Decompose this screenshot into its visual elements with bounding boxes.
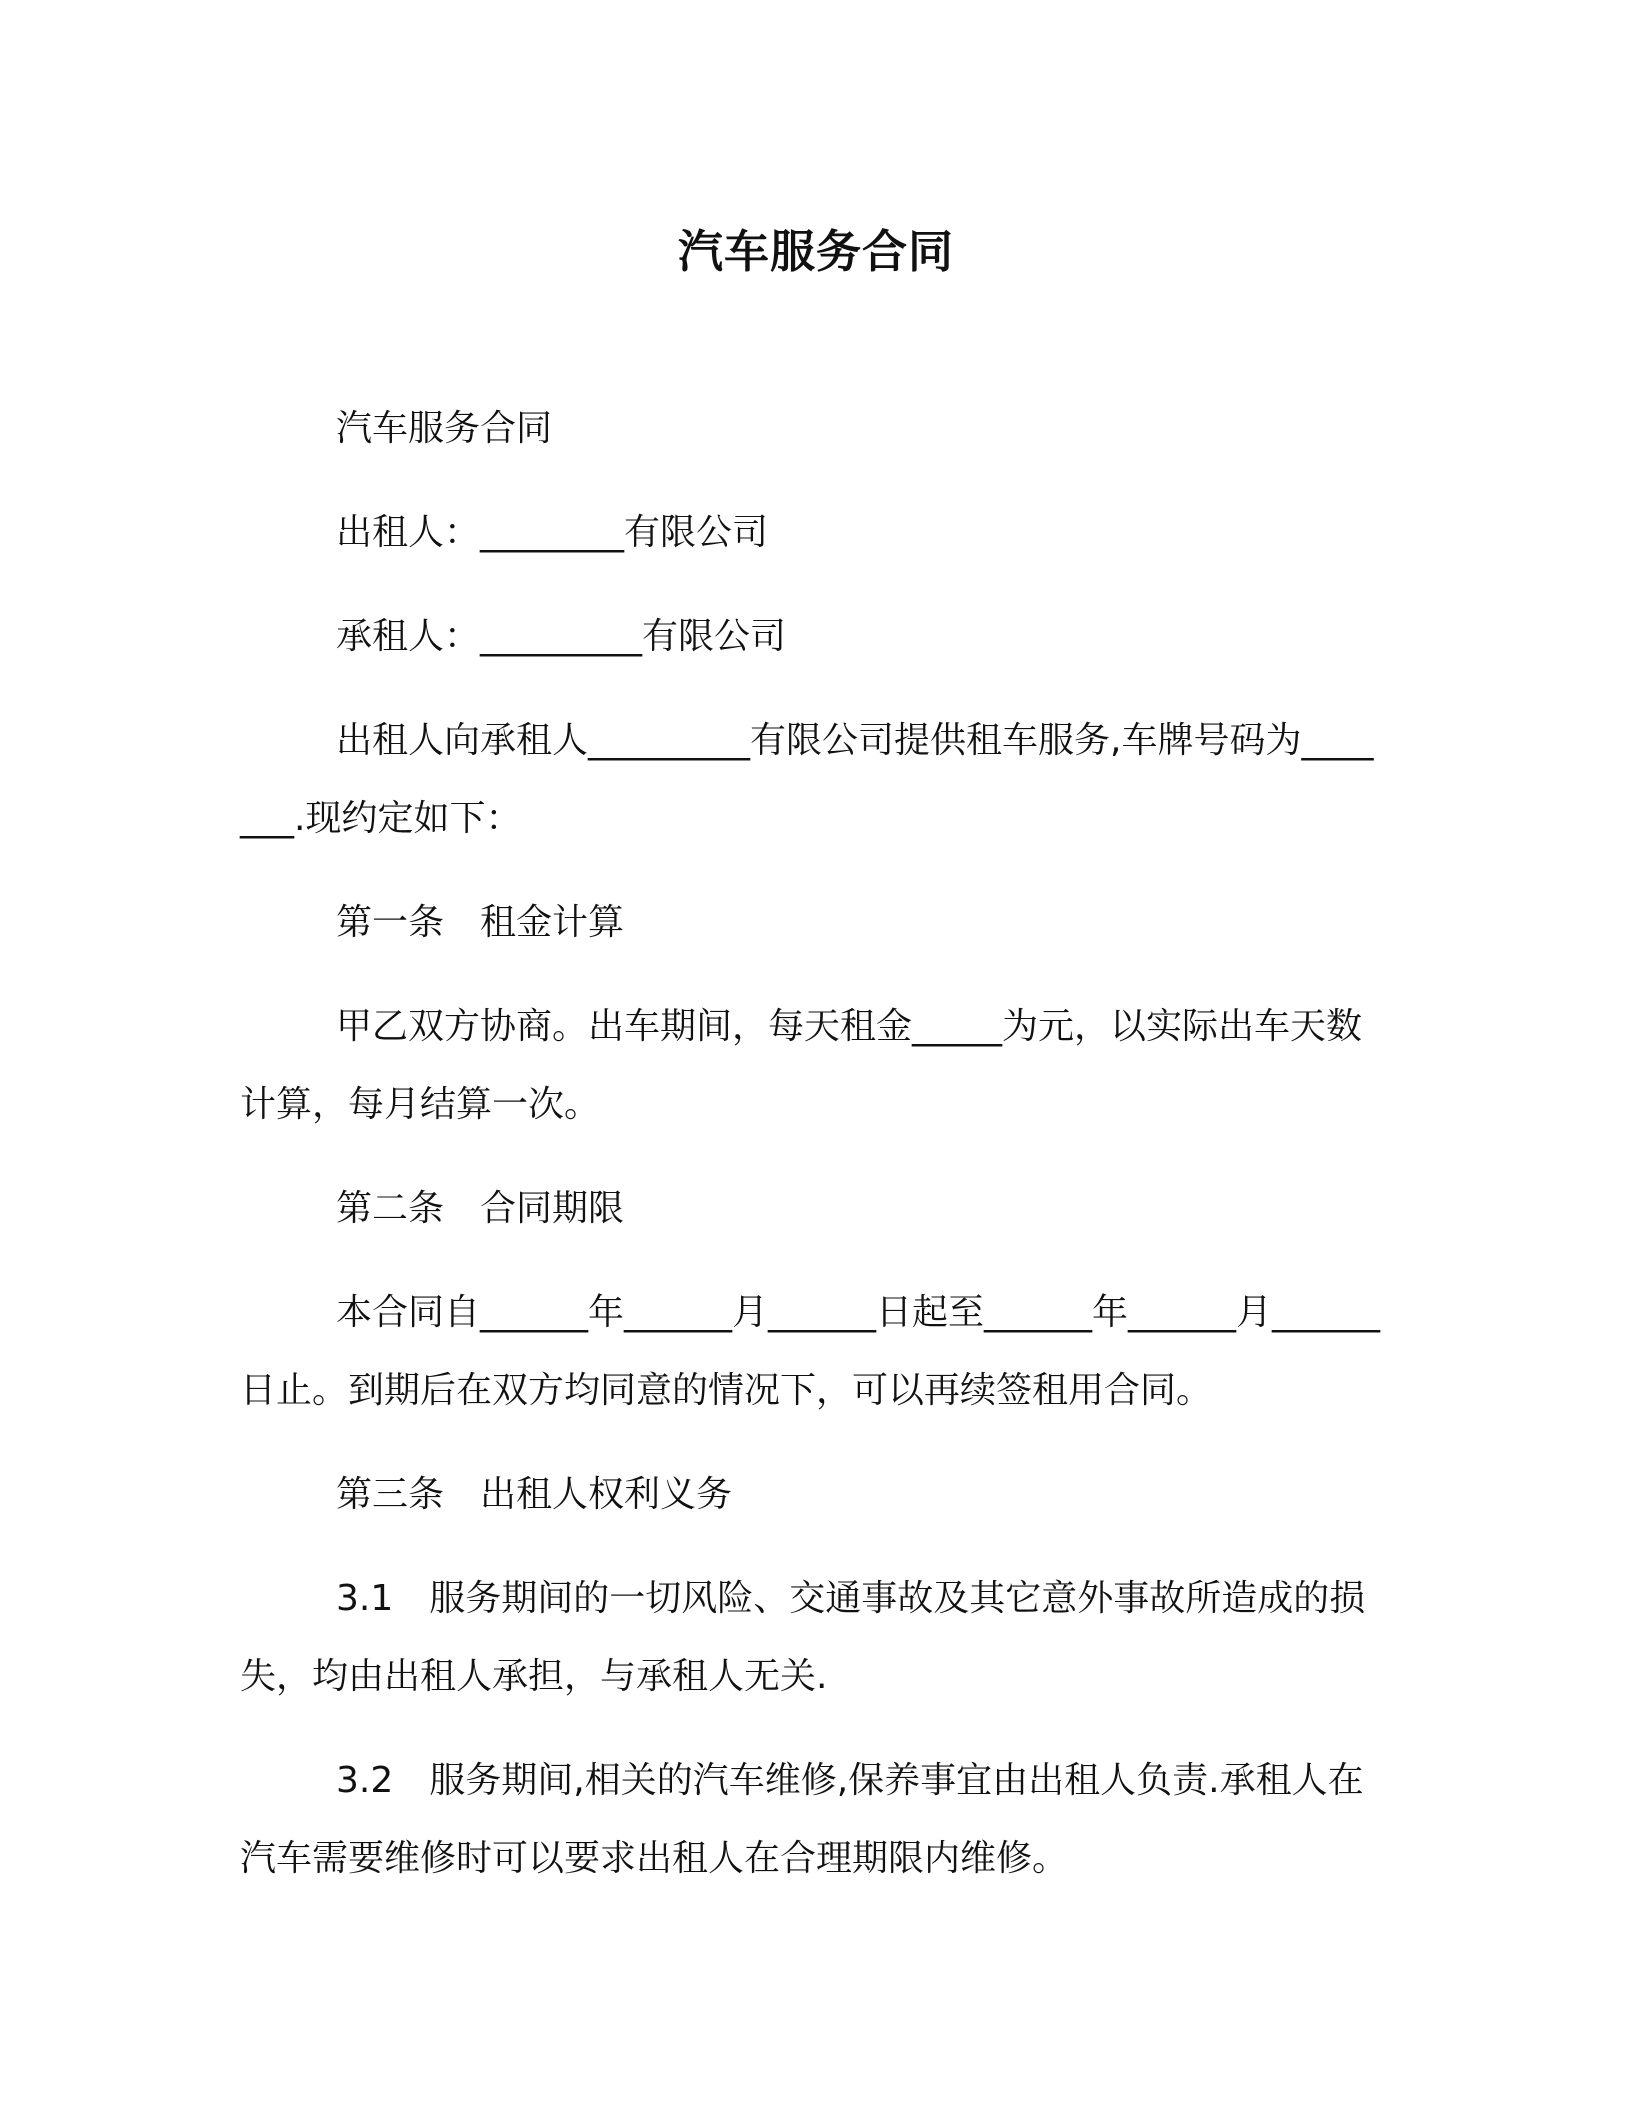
article-3-heading: 第三条 出租人权利义务: [336, 1474, 733, 1515]
paragraph-heading: 汽车服务合同: [336, 408, 553, 449]
article-2-heading: 第二条 合同期限: [336, 1188, 625, 1229]
article-1-body: 甲乙双方协商。出车期间，每天租金_____为元，以实际出车天数计算，每月结算一次。: [240, 1006, 1363, 1125]
article-1-heading: 第一条 租金计算: [336, 902, 625, 943]
paragraph-intro: 出租人向承租人_________有限公司提供租车服务,车牌号码为_______.现约定如下：: [240, 720, 1374, 839]
article-2-body: 本合同自______年______月______日起至______年______月______日止。到期后在双方均同意的情况下，可以再续签租用合同。: [240, 1292, 1381, 1411]
paragraph-lessor: 出租人：________有限公司: [336, 512, 769, 553]
document-title: 汽车服务合同: [677, 225, 954, 278]
document-body: [240, 390, 1380, 1924]
paragraph-lessee: 承租人：_________有限公司: [336, 616, 787, 657]
clause-3-1: 3.1 服务期间的一切风险、交通事故及其它意外事故所造成的损失，均由出租人承担，与承租人无关.: [240, 1578, 1366, 1697]
clause-3-2: 3.2 服务期间,相关的汽车维修,保养事宜由出租人负责.承租人在汽车需要维修时可以要求出租人在合理期限内维修。: [240, 1760, 1364, 1879]
